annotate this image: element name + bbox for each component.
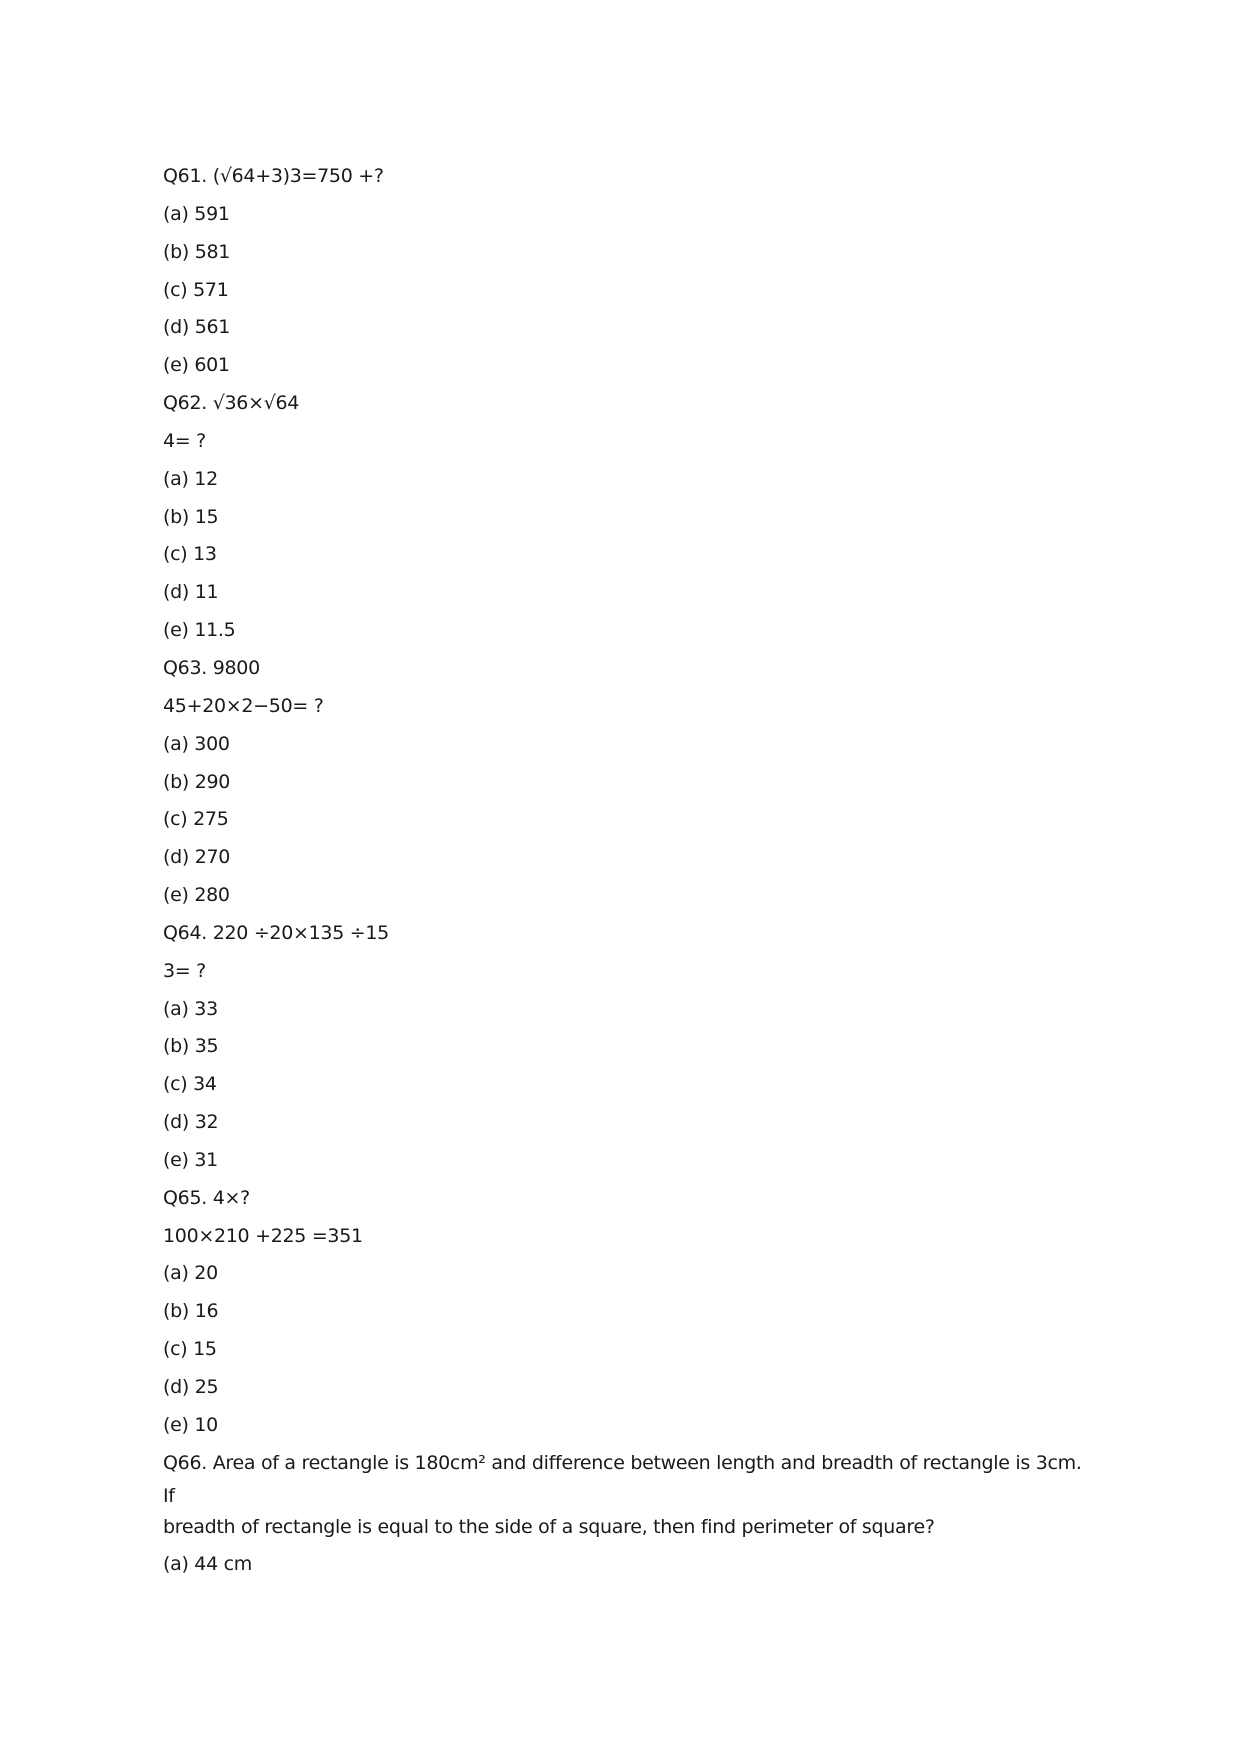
question-q62-text-cont: 4= ? <box>163 429 206 452</box>
option-a: (a) 12 <box>163 467 218 490</box>
option-c: (c) 34 <box>163 1073 217 1096</box>
question-page <box>163 158 1123 1584</box>
option-a: (a) 20 <box>163 1262 218 1285</box>
option-d: (d) 11 <box>163 581 219 604</box>
option-b: (b) 16 <box>163 1300 219 1323</box>
question-q65-text-cont: 100×210 +225 =351 <box>163 1224 363 1247</box>
option-e: (e) 11.5 <box>163 619 236 642</box>
option-a: (a) 44 cm <box>163 1553 252 1576</box>
option-e: (e) 601 <box>163 354 230 377</box>
option-b: (b) 290 <box>163 770 231 793</box>
question-q62-text: Q62. √36×√64 <box>163 392 300 415</box>
option-c: (c) 275 <box>163 808 229 831</box>
option-c: (c) 13 <box>163 543 217 566</box>
question-q66-text: Q66. Area of a rectangle is 180cm² and difference between length and breadth of rectangle is 3cm. <box>163 1451 1082 1474</box>
question-q63-text: Q63. 9800 <box>163 656 260 679</box>
option-b: (b) 581 <box>163 240 231 263</box>
question-q64-text-cont: 3= ? <box>163 959 206 982</box>
option-d: (d) 25 <box>163 1376 219 1398</box>
option-d: (d) 32 <box>163 1111 219 1134</box>
option-c: (c) 571 <box>163 278 229 301</box>
option-a: (a) 33 <box>163 997 218 1020</box>
question-q65-text: Q65. 4×? <box>163 1186 250 1209</box>
question-q61-text: Q61. (√64+3)3=750 +? <box>163 165 384 187</box>
option-d: (d) 561 <box>163 316 231 339</box>
option-a: (a) 300 <box>163 732 230 755</box>
option-a: (a) 591 <box>163 202 230 225</box>
option-e: (e) 31 <box>163 1148 218 1171</box>
question-q66-text-cont: breadth of rectangle is equal to the side of a square, then find perimeter of square? <box>163 1515 935 1538</box>
option-c: (c) 15 <box>163 1338 217 1361</box>
question-q64-text: Q64. 220 ÷20×135 ÷15 <box>163 921 389 944</box>
option-b: (b) 15 <box>163 505 219 528</box>
question-q63-text-cont: 45+20×2−50= ? <box>163 694 324 717</box>
question-q66-text-wrap: If <box>163 1484 175 1507</box>
option-e: (e) 280 <box>163 884 230 907</box>
option-e: (e) 10 <box>163 1413 218 1436</box>
option-d: (d) 270 <box>163 846 231 869</box>
option-b: (b) 35 <box>163 1035 219 1058</box>
